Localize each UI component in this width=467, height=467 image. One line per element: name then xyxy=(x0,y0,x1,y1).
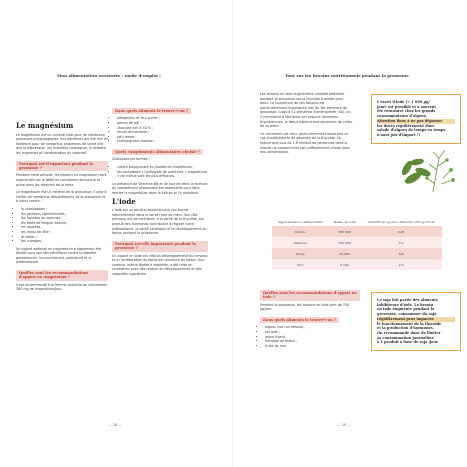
callout-line: les doses régulièrement dans xyxy=(377,123,435,128)
list-item: • levure alimentaire ; xyxy=(117,130,208,135)
paragraph: Ce cutrement est donc particulièrement important en cas d'antécédents de désordre de la thyroïde. On estime que plus de 1,8 milliard de personnes dans le monde ne consomment pas suffisamment d'iode dans leur alimentation. xyxy=(260,131,350,155)
question-tag-iodine-importance: Pourquoi est-elle importante pendant la grossesse ? xyxy=(112,241,208,252)
list-item: • chocolat noir à 70 % ; xyxy=(117,126,208,131)
callout-line: sa consommation journalière xyxy=(377,335,435,340)
callout-line: jour) est possible et a souvent xyxy=(377,104,436,109)
paragraph: Le magnésium est LE minéral de la grossesse, il aide à limiter de nombreux désagréments de la grossesse et à lutter contre : xyxy=(16,190,107,204)
callout-line: Attention donc à ne pas dépasser xyxy=(377,119,455,124)
table-cell: 300 000 xyxy=(329,226,361,237)
callout-line: L'excès d'iode (> 1 000 µg/ xyxy=(377,100,430,104)
paragraph: Pendant cette période, les besoins en magnésium sont augmentés car le bébé en consomme beaucoup et puise dans les réserves de la mère. xyxy=(16,173,107,187)
table-cell: Dulse xyxy=(272,248,329,259)
callout-line: On recommande donc de limiter xyxy=(377,330,441,335)
question-tag-iodine-recommendations: Quelles sont les recommandations d'apport en iode ? xyxy=(260,290,360,301)
column-header: Algue séchée ou déshydratée xyxy=(278,220,323,224)
question-tag-recommendations: Quelles sont les recommandations d'apport en magnésium ? xyxy=(16,270,108,281)
column-header: Quantité (en g) pour atteindre 150 µg d'iode xyxy=(367,220,435,224)
paragraph: La présence de Vitamine B6 et de taurine dans la formule du complément alimentaire est essentielle pour faire rentrer le magnésium dans la cellule et l'y maintenir. xyxy=(112,181,208,195)
callout-soy-inhibitor xyxy=(371,292,461,351)
question-tag-iodine-foods: Dans quels aliments le trouve-t-on ? xyxy=(260,317,339,323)
page-number-left: — 28 — xyxy=(108,423,122,427)
callout-line: n'aura pas d'impact !) xyxy=(377,132,421,137)
list-item: • la constipation ; xyxy=(21,207,108,212)
callout-line: à 1 produit à base de soja /jour. xyxy=(377,340,439,345)
paragraph: Un apport adéquat en magnésium a également été étudié pour son rôle bénéfique contre le diabète gestationnel, l'accouchement prématuré et la prééclampsie. xyxy=(16,246,101,265)
section-title-iodine: L'iode xyxy=(112,196,136,206)
left-column-2 xyxy=(112,106,208,279)
list-item: • jaune d'œuf ; xyxy=(265,335,360,340)
list-item: • les maux de tête ; xyxy=(21,230,108,235)
table-cell: 2,9 xyxy=(360,259,442,270)
callout-line: en iode augmente pendant la xyxy=(377,307,435,312)
table-header-row xyxy=(272,198,442,226)
table-cell: 150 000 xyxy=(329,237,361,248)
callout-line: inhibiteurs d'iode. Le besoin xyxy=(377,302,433,307)
list-item: • les douleurs ligamentaires ; xyxy=(21,212,108,217)
list-item: • les états de fatigue intense ; xyxy=(21,221,108,226)
table-cell: 0,6 xyxy=(360,248,442,259)
table-cell: Wakame xyxy=(272,237,329,248)
list-item: • les complexes « hydrolysat de protéines » magnésium » car mieux sont les plus efficaces. xyxy=(117,170,208,179)
callout-line: salade d'algues de temps en temps xyxy=(377,128,446,133)
list-item: • le stress ; xyxy=(21,235,108,240)
callout-line: Le soja fait partie des aliments xyxy=(377,298,438,302)
list-item: • les nausées ; xyxy=(21,225,108,230)
iodine-seaweed-table xyxy=(272,198,442,270)
paragraph: Il est recommandé à la femme enceinte de consommer 300 mg de magnésium/jour. xyxy=(16,282,108,292)
list-item: • oléagineux et leur purée ; xyxy=(117,116,208,121)
table-cell: Kombu xyxy=(272,226,329,237)
list-item: • les troubles du sommeil ; xyxy=(21,216,108,221)
table-row xyxy=(272,226,442,237)
left-page xyxy=(0,0,233,467)
list-item: • tofu ferme ; xyxy=(117,135,208,140)
list-item: • algues (nori ou dessus) ; xyxy=(265,325,360,330)
question-tag-foods: Dans quels aliments le trouve-t-on ? xyxy=(112,108,191,114)
table-row xyxy=(272,248,442,259)
food-list xyxy=(112,116,208,144)
callout-iodine-excess xyxy=(371,94,461,144)
magnesium-intro: Le magnésium est un minéral vital pour de nombreux processus physiologiques. Ses bénéfices ont été mis en évidence pour de nombreux problèmes de santé tels que la dépression, les maladies cardiaques, le diabète, les migraines et l'amélioration du sommeil. xyxy=(16,132,108,155)
question-tag-importance: Pourquoi est-il important pendant la grossesse ? xyxy=(16,161,108,172)
list-item: • les crampes. xyxy=(21,239,108,244)
section-title-magnesium: Le magnésium xyxy=(16,121,74,130)
iodine-food-list xyxy=(260,325,360,348)
callout-line: consommateurs d'algues. xyxy=(377,114,427,119)
list-item: • germe de blé ; xyxy=(117,121,208,126)
paragraph: Choisissez-les formes : xyxy=(112,157,150,162)
table-row xyxy=(272,237,442,248)
table-cell: 0,05 xyxy=(360,226,442,237)
supplement-list xyxy=(112,165,208,179)
callout-line: et la production d'hormones. xyxy=(377,326,434,331)
paragraph: L'iode est un minéral essentiel que l'on trouve naturellement dans le sol et l'eau de mers. Son rôle principal est de contribuer à la santé de la thyroïde, qui produit des hormones contribuant à réguler notre métabolisme, la santé cardiaque et le développement du fœtus pendant la grossesse. xyxy=(112,208,207,236)
list-item: • champignons chaman. xyxy=(117,139,208,144)
table-row xyxy=(272,259,442,270)
list-item: • citrate bisglycinate ou malate de magnésium ; xyxy=(117,165,208,170)
paragraph: Un apport en iode est vital au développement du cerveau et à l'amélioration du poids de naissance du fœtus. Une carence, même légère à modérée, a été mise en corrélation avec des retards du développement et des capacités cognitives. xyxy=(112,253,208,276)
callout-line: été rencontré chez les grands xyxy=(377,109,436,114)
table-cell: 33 000 xyxy=(329,248,361,259)
paragraph: Pendant la grossesse, les besoins en iode sont de 250 µg/jour. xyxy=(260,302,350,312)
right-page xyxy=(233,0,467,467)
table-cell: 5 100 xyxy=(329,259,361,270)
question-tag-supplements: Quels compléments alimentaires choisir ? xyxy=(112,149,203,155)
callout-line: régulièrement peut impacter xyxy=(377,317,455,322)
plant-illustration xyxy=(393,148,463,196)
right-column-1 xyxy=(260,92,353,158)
callout-line: grossesse, consommer du soja xyxy=(377,312,437,317)
table-cell: 0,1 xyxy=(360,237,442,248)
list-item: • fruits de mer. xyxy=(265,344,360,349)
left-column-1 xyxy=(16,121,108,295)
column-header: Teneur en iode xyxy=(333,220,356,224)
page-number-right: — 29 — xyxy=(337,423,351,427)
paragraph: Les besoins en iode augmentent considérablement pendant la grossesse car la thyroïde travaille pour deux. La couverture de ces besoins est particulièrement importante lors du 1er trimestre de grossesse, jusqu'à 12 semaines d'aménorrhée (SA), où il commence à fabriquer ses propres hormones thyroïdiennes, le fœtus dépend exclusivement de celles de sa mère. xyxy=(260,92,353,129)
left-running-header: Mon alimentation encréatée : mode d'emploi ! xyxy=(57,73,161,78)
right-running-header: Tout sur les besoins nutritionnels pendant la grossesse xyxy=(285,73,409,78)
callout-line: le fonctionnement de la thyroïde xyxy=(377,321,442,326)
list-item: • fromage de brebis ; xyxy=(265,339,360,344)
list-item: • sel iodé ; xyxy=(265,330,360,335)
right-column-2 xyxy=(260,288,360,351)
symptom-list xyxy=(16,207,108,244)
table-cell: Nori xyxy=(272,259,329,270)
